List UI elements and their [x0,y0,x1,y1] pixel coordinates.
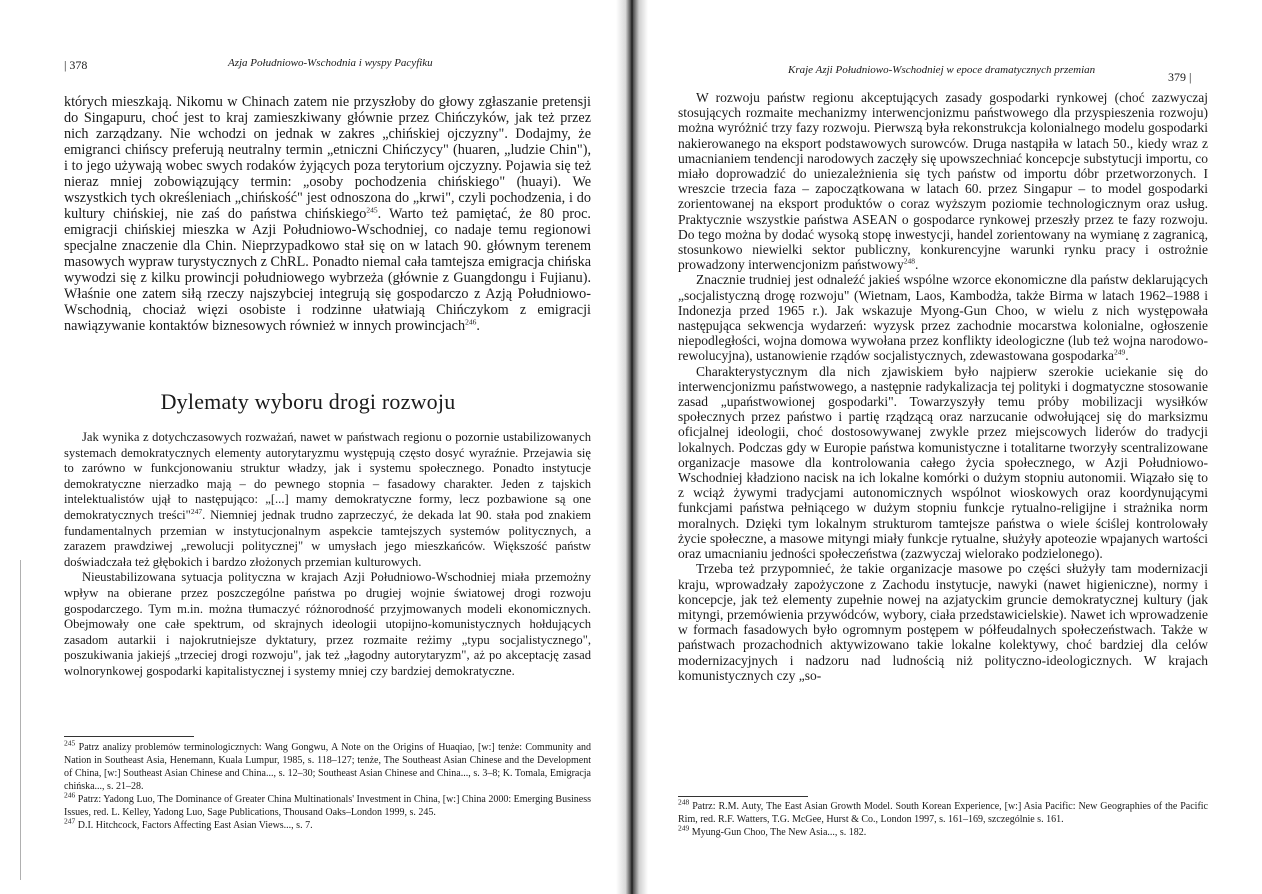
left-page [0,0,616,894]
footnote-ref: 246 [465,317,477,327]
footnote [64,738,592,793]
right-page [648,0,1262,894]
left-footnotes [64,738,592,832]
footnote-divider [64,736,194,737]
text-run: . [914,257,919,273]
footnote [64,790,591,819]
footnote-number: 246 [64,790,76,800]
footnote [64,816,591,832]
footnote-ref: 249 [1113,347,1126,357]
paragraph: Charakterystycznym dla nich zjawiskiem było najpierw szerokie uciekanie się do interwencjonizmu państwowego, a następnie radykalizacja tej polityki i dogmatyczne stosowanie zasad „upaństwowionej gospodarki". Towarzyszyły temu próby mobilizacji wysiłków społecznych przez państwo i partię rządzącą oraz narzucanie odwołującej się do marksizmu oficjalnej ideologii, choć dostosowywanej zwykle przez miejscowych liderów do tradycji lokalnych. Podczas gdy w Europie państwa komunistyczne i totalitarne tworzyły scentralizowane organizacje masowe dla kontrolowania całego życia społecznego, w Azji Południowo-Wschodniej kładziono nacisk na ich lokalne komórki o dużym stopniu autonomii. Wiązało się to z wciąż żywymi tradycjami autonomicznych wspólnot wioskowych oraz koordynującymi funkcjami państwa pełniącego w dużym stopniu funkcje rytualno-religijne i strażnika norm moralnych. Dzięki tym lokalnym strukturom tamtejsze państwa o wiele ściślej kontrolowały życie społeczne, a masowe mityngi miały funkcje rytualne, służyły apoteozie wpajanych wartości oraz umacnianiu jedności społeczeństwa (zazwyczaj wielorako podzielonego). [678,363,1208,562]
footnote-ref: 248 [903,256,915,266]
right-footnotes [678,797,1209,839]
text-run: . [476,318,480,334]
text-run: których mieszkają. Nikomu w Chinach zatem nie przyszłoby do głowy zgłaszanie pretensji do Singapuru, choć jest to kraj zamieszkiwany głównie przez Chińczyków, jak też przez nich zarządzany. Nie wchodzi on jednak w zakres „chińskiej ojczyzny". Dodajmy, że emigranci chińscy preferują neutralny termin „etniczni Chińczycy" (huaren, „ludzie Chin"), i to jego używają wobec swych rodaków żyjących poza terytorium ojczyzny. Pojawia się też nieraz mniej zobowiązujący termin: „osoby pochodzenia chińskiego" (huayi). We wszystkich tych określeniach „chińskość" jest odnoszona do „krwi", czyli pochodzenia, i do kultury chińskiej, nie zaś do państwa chińskiego [64,94,591,222]
text-run: . [1125,348,1129,364]
footnote-text: Patrz: Yadong Luo, The Dominance of Greater China Multinationals' Investment in China, [w:] China 2000: Emerging Business Issues, red. L. Kelley, Yadong Luo, Sage Publications, Thousand Oaks–London 1999, s. 245. [64,794,591,818]
footnote-number: 249 [678,823,690,833]
left-top-paragraph [64,94,591,334]
footnote-text: Myung-Gun Choo, The New Asia..., s. 182. [691,827,867,838]
text-run: W rozwoju państw regionu akceptujących zasady gospodarki rynkowej (choć zazwyczaj stosujących rozmaite mechanizmy interwencjonizmu państwowego dla przyspieszenia rozwoju) można wyróżnić trzy fazy rozwoju. Pierwszą była rekonstrukcja kolonialnego modelu gospodarki nakierowanego na eksport podstawowych surowców. Druga nastąpiła w latach 50., kiedy wraz z umacnianiem tendencji narodowych zaczęły się upowszechniać koncepcje substytucji importu, co miało doprowadzić do uniezależnienia się tych państw od importu dóbr przetworzonych. I wreszcie trzecia faza – zapoczątkowana w latach 60. przez Singapur – to model gospodarki zorientowanej na eksport produktów o coraz wyższym poziomie technologicznym oraz usług. Praktycznie wszystkie państwa ASEAN o gospodarce rynkowej przeszły przez te fazy rozwoju. Do tego można by dodać wysoką stopę inwestycji, handel zorientowany na wymianę z zagranicą, stosunkowo niewielki sektor publiczny, konkurencyjne warunki rynku pracy i ostrożnie prowadzony interwencjonizm państwowy [678,90,1208,273]
left-body [64,430,591,680]
paragraph: Nieustabilizowana sytuacja polityczna w krajach Azji Południowo-Wschodniej miała przemożny wpływ na obierane przez poszczególne państwa po drugiej wojnie światowej drogi rozwoju gospodarczego. Tym m.in. można tłumaczyć różnorodność przyjmowanych modeli ekonomicznych. Obejmowały one całe spektrum, od skrajnych ideologii utopijno-komunistycznych hołdujących zasadom autarkii i najokrutniejsze dyktatury, przez rozmaite reżimy „typu socjalistycznego", poszukiwania jakiejś „trzeciej drogi rozwoju", jak też „łagodny autorytaryzm", aż po akceptację zasad wolnorynkowej gospodarki kapitalistycznej i systemy mniej czy bardziej demokratyczne. [64,570,591,678]
right-page-number: 379 | [1168,70,1192,84]
footnote-number: 248 [678,797,690,807]
right-body [678,90,1208,683]
left-running-title: Azja Południowo-Wschodnia i wyspy Pacyfiku [228,57,433,69]
footnote [678,797,1209,826]
footnote-text: D.I. Hitchcock, Factors Affecting East Asian Views..., s. 7. [77,820,313,831]
section-heading: Dylematy wyboru drogi rozwoju [160,389,456,414]
footnote-text: Patrz: R.M. Auty, The East Asian Growth Model. South Korean Experience, [w:] Asia Pacific: New Geographies of the Pacific Rim, red. R.F. Watters, T.G. McGee, Hurst & Co., London 1997, s. 161–169, szczególnie s. 161. [678,801,1209,825]
text-run: . Niemniej jednak trudno zaprzeczyć, że dekada lat 90. stała pod znakiem fundamentalnych przemian w instytucjonalnym aspekcie tamtejszych systemów politycznych, a zarazem prawdziwej „rewolucji politycznej" w umysłach jego mieszkańców. Większość państw doświadczała też głębokich i bardzo złożonych przemian kulturowych. [64,507,591,569]
book-gutter [616,0,648,894]
paragraph: Trzeba też przypomnieć, że takie organizacje masowe po części służyły tam modernizacji kraju, wprowadzały zapożyczone z Zachodu instytucje, nawyki (nawet higieniczne), normy i koncepcje, jak też elementy zupełnie nowej na azjatyckim gruncie demokratycznej kultury (jak mityngi, przemówienia przywódców, wybory, ciała przedstawicielskie). Nawet ich wprowadzenie w formach fasadowych było ogromnym postępem w półfeudalnych społeczeństwach. Także w państwach prozachodnich aktywizowano takie lokalne kolektywy, choć bardziej dla celów modernizacyjnych i nadzoru nad ludnością niż polityczno-ideologicznych. W krajach komunistycznych czy „so- [678,561,1208,683]
scan-edge-line [20,560,21,880]
text-run: . Warto też pamiętać, że 80 proc. emigracji chińskiej mieszka w Azji Południowo-Wschodniej, co nadaje temu regionowi specjalne znaczenie dla Chin. Nieprzypadkowo stał się on w latach 90. głównym terenem masowych wypraw turystycznych z ChRL. Ponadto niemal cała tamtejsza emigracja chińska wywodzi się z kilku prowincji południowego wybrzeża (głównie z Guangdongu i Fujianu). Właśnie one zatem siłą rzeczy najszybciej integrują się gospodarczo z Azją Południowo-Wschodnią, chociaż więzi osobiste i rodzinne ułatwiają Chińczykom z emigracji nawiązywanie kontaktów biznesowych również w innych prowincjach [64,206,591,334]
text-run: Jak wynika z dotychczasowych rozważań, nawet w państwach regionu o pozornie ustabilizowanych systemach demokratycznych elementy autorytaryzmu występują często dosyć wyraźnie. Przejawia się to zarówno w funkcjonowaniu struktur władzy, jak i systemu społecznego. Ponadto instytucje demokratyczne nierzadko mają – do pewnego stopnia – fasadowy charakter. Jeden z tajskich intelektualistów ujął to następująco: „[...] mamy demokratyczne formy, lecz pozbawione są one demokratycznych treści" [64,430,591,522]
text-run: Znacznie trudniej jest odnaleźć jakieś wspólne wzorce ekonomiczne dla państw deklarujących „socjalistyczną drogę rozwoju" (Wietnam, Laos, Kambodża, także Birma w latach 1962–1988 i Indonezja przed 1965 r.). Jak wskazuje Myong-Gun Choo, w wielu z nich występowała następująca sekwencja wydarzeń: wyzysk przez zachodnie mocarstwa kolonialne, ogłoszenie niepodległości, wojna domowa wywołana przez konflikty ideologiczne (lub też wojna narodowo-rewolucyjna), ustanowienie rządów socjalistycznych, zdewastowana gospodarka [678,272,1208,364]
footnote-number: 245 [64,738,76,748]
footnote-ref: 247 [190,506,203,516]
footnote-text: Patrz analizy problemów terminologicznych: Wang Gongwu, A Note on the Origins of Huaqiao, [w:] tenże: Community and Nation in Southeast Asia, Henemann, Kuala Lumpur, 1985, s. 118–127; tenże, The Southeast Asian Chinese and the Development of China, [w:] Southeast Asian Chinese and China..., s. 12–30; Southeast Asian Chinese and China..., s. 3–8; K. Tomala, Emigracja chińska..., s. 21–28. [64,742,592,792]
footnote-divider [678,796,808,797]
footnote-number: 247 [64,816,76,826]
footnote-ref: 245 [366,205,378,215]
left-page-number: | 378 [64,58,88,72]
footnote [678,823,1208,839]
right-running-title: Kraje Azji Południowo-Wschodniej w epoce dramatycznych przemian [788,64,1096,76]
